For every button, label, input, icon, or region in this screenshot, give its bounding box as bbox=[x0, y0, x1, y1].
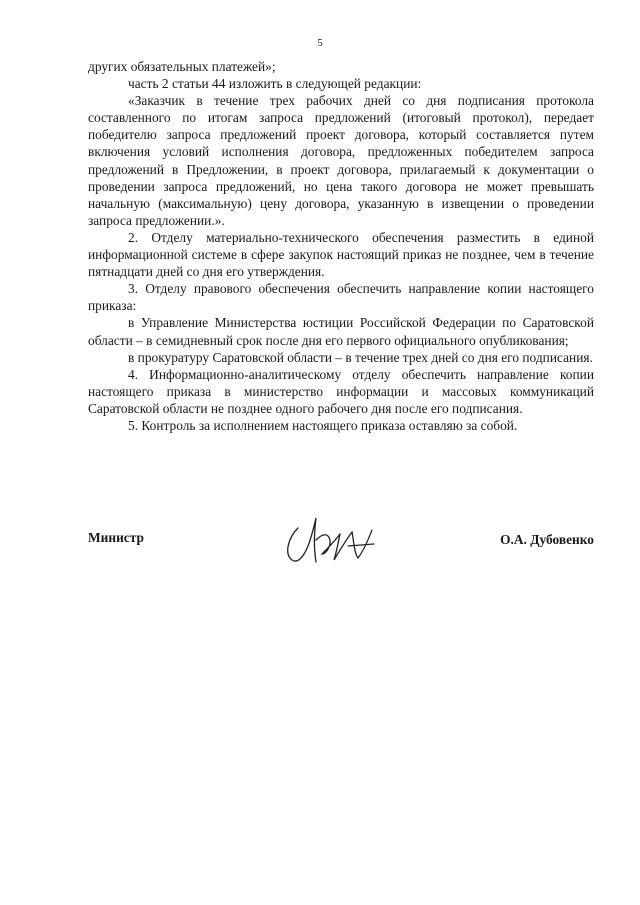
signature-block bbox=[88, 510, 594, 580]
paragraph-item-3-justice: в Управление Министерства юстиции Российской Федерации по Саратовской области – в семидневный срок после дня его первого официального опубликования; bbox=[88, 315, 594, 348]
paragraph-item-2: 2. Отделу материально-технического обеспечения разместить в единой информационной системе в сфере закупок настоящий приказ не позднее, чем в течение пятнадцати дней со дня его утверждения. bbox=[88, 229, 594, 280]
paragraph-item-5: 5. Контроль за исполнением настоящего приказа оставляю за собой. bbox=[128, 417, 518, 433]
document-body bbox=[88, 58, 594, 434]
paragraph-continuation: других обязательных платежей»; bbox=[88, 59, 276, 74]
signatory-title: Министр bbox=[88, 530, 144, 545]
handwritten-signature bbox=[278, 510, 388, 574]
signatory-name: О.А. Дубовенко bbox=[500, 532, 594, 547]
paragraph-item-3-prosecutor: в прокуратуру Саратовской области – в течение трех дней со дня его подписания. bbox=[128, 349, 593, 365]
page-number: 5 bbox=[317, 37, 323, 49]
paragraph-amendment-intro: часть 2 статьи 44 изложить в следующей редакции: bbox=[128, 76, 422, 92]
paragraph-item-3: 3. Отделу правового обеспечения обеспечить направление копии настоящего приказа: bbox=[88, 281, 594, 314]
paragraph-amendment-text: «Заказчик в течение трех рабочих дней со дня подписания протокола составленного по итогам запроса предложений (итоговый протокол), передает победителю запроса предложений проект договора, который составляется путем включения условий исполнения договора, предложенных победителем запроса предложений в Предложении, в проект договора, прилагаемый к документации о проведении запроса предложений, но цена такого договора не может превышать начальную (максимальную) цену договора, указанную в извещении о проведении запроса предложении.». bbox=[88, 93, 594, 228]
paragraph-item-4: 4. Информационно-аналитическому отделу обеспечить направление копии настоящего приказа в министерство информации и массовых коммуникаций Саратовской области не позднее одного рабочего дня после его подписания. bbox=[88, 366, 594, 416]
